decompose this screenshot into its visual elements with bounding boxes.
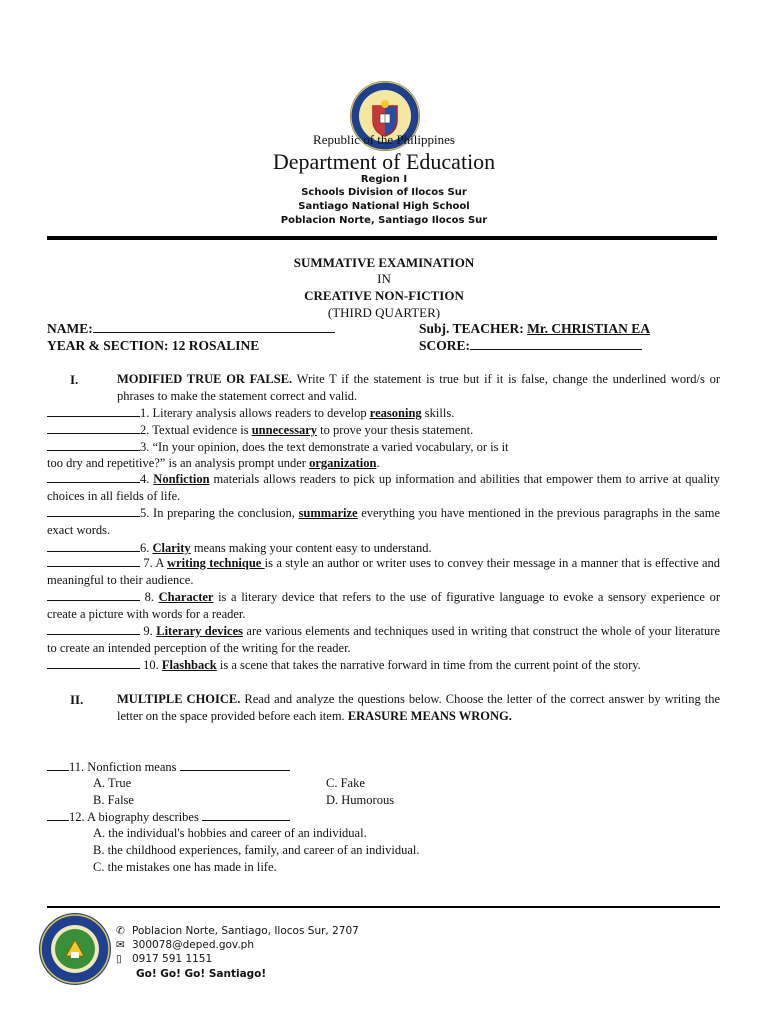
- choice-11b: B. False: [93, 793, 134, 807]
- answer-blank[interactable]: [47, 555, 140, 567]
- teacher-field: [419, 321, 650, 337]
- answer-blank[interactable]: [47, 422, 140, 434]
- department-title: Department of Education: [272, 149, 496, 174]
- item-key-term: Clarity: [152, 541, 191, 555]
- phone-icon: ✆: [116, 925, 125, 937]
- school-line: Santiago National High School: [298, 201, 470, 212]
- footer-divider: [47, 906, 720, 908]
- answer-blank[interactable]: [47, 657, 140, 669]
- item-3-cont: too dry and repetitive?” is an analysis prompt under organization.: [47, 456, 380, 470]
- footer-email-row[interactable]: ✉ 300078@deped.gov.ph: [116, 939, 254, 951]
- republic-line: Republic of the Philippines: [313, 132, 455, 147]
- region-line: Region I: [360, 174, 408, 185]
- name-label: NAME:: [47, 321, 93, 336]
- part2-number: II.: [70, 692, 84, 707]
- score-field[interactable]: [419, 338, 642, 354]
- item-5: 5. In preparing the conclusion, summarize everything you have mentioned in the previous paragraphs in the same exact words.: [47, 506, 721, 537]
- answer-blank[interactable]: [47, 405, 140, 417]
- answer-blank[interactable]: [47, 439, 140, 451]
- choice-12b: B. the childhood experiences, family, and career of an individual.: [93, 843, 420, 857]
- answer-blank[interactable]: [47, 471, 140, 483]
- choice-11c: C. Fake: [326, 776, 365, 790]
- part2-title: MULTIPLE CHOICE.: [117, 692, 241, 706]
- choice-11d: D. Humorous: [326, 793, 395, 807]
- answer-blank[interactable]: [47, 759, 69, 771]
- item-key-term: reasoning: [369, 406, 422, 420]
- part2-instructions-text: Read and analyze the questions below. Choose the letter of the correct answer by writing the letter on the space provided before each item.: [117, 692, 720, 723]
- answer-blank[interactable]: [47, 809, 69, 821]
- year-section: YEAR & SECTION: 12 ROSALINE: [47, 338, 260, 353]
- item-key-term: organization: [309, 456, 377, 470]
- exam-title: SUMMATIVE EXAMINATION: [293, 255, 475, 270]
- teacher-label: Subj. TEACHER:: [419, 321, 528, 336]
- item-key-term: Flashback: [161, 658, 217, 672]
- name-field[interactable]: [47, 321, 335, 337]
- mobile-icon: ▯: [116, 953, 122, 965]
- item-key-term: summarize: [298, 506, 358, 520]
- exam-in: IN: [377, 271, 391, 286]
- exam-subject: CREATIVE NON-FICTION: [304, 288, 464, 303]
- exam-quarter: (THIRD QUARTER): [327, 305, 441, 320]
- footer-motto: Go! Go! Go! Santiago!: [136, 968, 267, 980]
- footer-address-row: ✆ Poblacion Norte, Santiago, Ilocos Sur, 2707: [116, 925, 359, 937]
- item-3: 3. “In your opinion, does the text demonstrate a varied vocabulary, or is it: [47, 439, 509, 455]
- footer-phone-row: ▯ 0917 591 1151: [116, 953, 213, 965]
- item-key-term: unnecessary: [251, 423, 317, 437]
- teacher-name: Mr. CHRISTIAN EA: [527, 321, 651, 336]
- school-seal: [38, 912, 112, 986]
- fill-blank: [180, 759, 290, 771]
- choice-12a: A. the individual's hobbies and career of an individual.: [93, 826, 367, 840]
- item-4: 4. Nonfiction materials allows readers to pick up information and abilities that empower them to arrive at quality choices in all fields of life.: [47, 472, 720, 503]
- part2-warning: ERASURE MEANS WRONG.: [347, 708, 512, 723]
- question-11: 11. Nonfiction means: [47, 759, 290, 775]
- item-key-term: Nonfiction: [153, 472, 210, 486]
- answer-blank[interactable]: [47, 505, 140, 517]
- item-10: 10. Flashback is a scene that takes the narrative forward in time from the current point of the story.: [47, 657, 720, 674]
- item-key-term: Character: [158, 590, 214, 604]
- fill-blank: [202, 809, 290, 821]
- item-9: 9. Literary devices are various elements and techniques used in writing that construct the whole of your literature to create an intended perception of the writing for the reader.: [47, 624, 720, 655]
- item-2: 2. Textual evidence is unnecessary to prove your thesis statement.: [47, 422, 473, 438]
- question-12: 12. A biography describes: [47, 809, 290, 825]
- item-key-term: Literary devices: [156, 624, 243, 638]
- answer-blank[interactable]: [47, 623, 140, 635]
- choice-11a: A. True: [93, 776, 132, 790]
- item-7: 7. A writing technique is a style an author or writer uses to convey their message in a manner that is effective and meaningful to their audience.: [47, 556, 721, 587]
- item-1: 1. Literary analysis allows readers to develop reasoning skills.: [47, 405, 454, 421]
- choice-12c: C. the mistakes one has made in life.: [93, 860, 277, 874]
- part1-instructions: [117, 371, 720, 405]
- email-icon: ✉: [116, 939, 125, 951]
- part1-number: I.: [70, 372, 79, 387]
- item-6: 6. Clarity means making your content easy to understand.: [47, 540, 432, 556]
- part1-instructions-text: Write T if the statement is true but if it is false, change the underlined word/s or phrases to make the statement correct and valid.: [117, 372, 720, 403]
- part1-title: MODIFIED TRUE OR FALSE.: [117, 372, 293, 386]
- answer-blank[interactable]: [47, 540, 140, 552]
- item-8: 8. Character is a literary device that refers to the use of figurative language to evoke a sensory experience or create a picture with words for a reader.: [47, 590, 720, 621]
- division-line: Schools Division of Ilocos Sur: [301, 187, 467, 198]
- score-label: SCORE:: [419, 338, 471, 353]
- answer-blank[interactable]: [47, 589, 140, 601]
- score-blank[interactable]: [470, 338, 642, 350]
- name-blank[interactable]: [93, 321, 335, 333]
- item-key-term: writing technique: [167, 556, 265, 570]
- header-divider: [47, 236, 717, 240]
- address-line: Poblacion Norte, Santiago Ilocos Sur: [280, 215, 488, 226]
- part2-instructions: [117, 691, 720, 725]
